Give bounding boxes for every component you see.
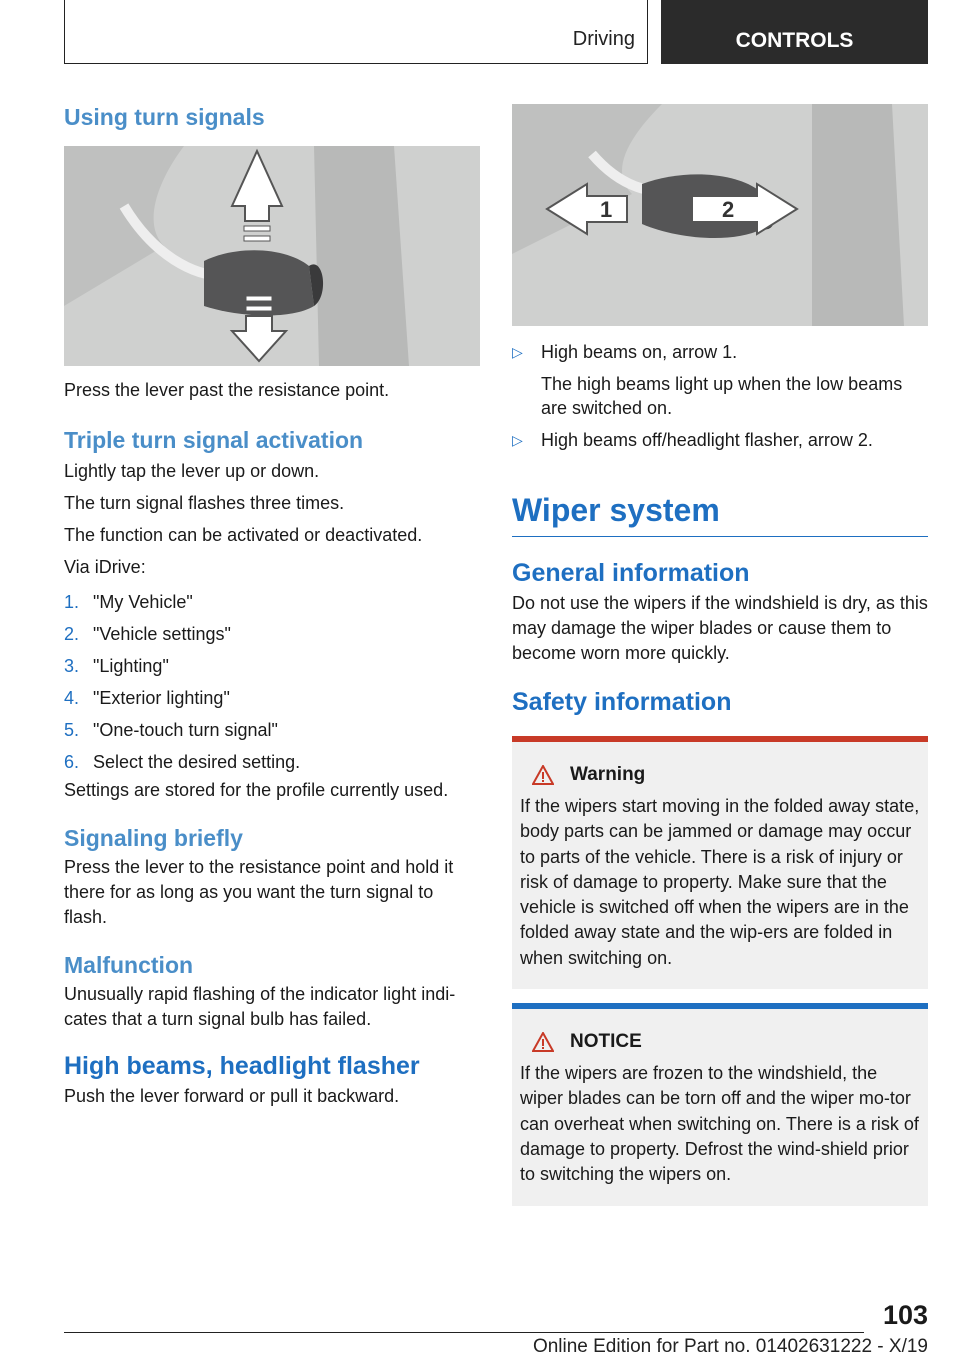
paragraph-general: Do not use the wipers if the windshield is dry, as this may damage the wiper blades or cause them to become worn more quickly. xyxy=(512,593,928,663)
paragraph-tap: Lightly tap the lever up or down. xyxy=(64,461,320,481)
paragraph-function: The function can be activated or deactivated. xyxy=(64,525,423,545)
right-column xyxy=(512,104,928,1206)
arrow-2-label: 2 xyxy=(722,197,735,222)
warning-box xyxy=(512,736,928,989)
header-box xyxy=(64,0,648,64)
heading-high-beams: High beams, headlight flasher xyxy=(64,1052,420,1080)
paragraph-via-idrive: Via iDrive: xyxy=(64,557,146,577)
paragraph-high-beams: Push the lever forward or pull it backward. xyxy=(64,1086,400,1106)
heading-malfunction: Malfunction xyxy=(64,952,194,978)
heading-safety-information: Safety information xyxy=(512,688,732,716)
paragraph-settings-stored: Settings are stored for the profile currently used. xyxy=(64,780,449,800)
notice-title: NOTICE xyxy=(532,1031,920,1053)
list-item: 4. "Exterior lighting" xyxy=(64,688,230,708)
warning-title: Warning xyxy=(532,764,920,786)
page-number: 103 xyxy=(882,1300,928,1330)
list-item: 2. "Vehicle settings" xyxy=(64,624,231,644)
list-item: 5. "One-touch turn signal" xyxy=(64,720,278,740)
chapter-tab xyxy=(661,0,928,64)
heading-signaling-briefly: Signaling briefly xyxy=(64,825,243,851)
bullet-subtext: The high beams light up when the low beams are switched on. xyxy=(541,374,903,418)
figure-turn-signal-lever xyxy=(64,146,480,366)
triangle-bullet-icon: ▷ xyxy=(512,432,523,448)
paragraph-signaling: Press the lever to the resistance point and hold it there for as long as you want the turn signal to flash. xyxy=(64,857,454,927)
turn-signal-illustration xyxy=(64,146,480,366)
high-beam-bullets xyxy=(512,338,928,454)
notice-box xyxy=(512,1003,928,1205)
high-beam-illustration xyxy=(512,104,928,326)
list-item: ▷ High beams on, arrow 1. The high beams light up when the low beams are switched on. xyxy=(512,338,928,420)
section-label: Driving xyxy=(572,28,635,50)
triangle-bullet-icon: ▷ xyxy=(512,344,523,360)
list-item: 6. Select the desired setting. xyxy=(64,752,301,772)
idrive-steps-list xyxy=(64,586,480,778)
list-item: ▷ High beams off/headlight flasher, arrow 2. xyxy=(512,426,928,454)
heading-wiper-system: Wiper system xyxy=(512,488,928,537)
warning-triangle-icon xyxy=(532,765,554,785)
paragraph-malfunction: Unusually rapid flashing of the indicator light indi‐cates that a turn signal bulb has failed. xyxy=(64,984,456,1029)
list-item: 3. "Lighting" xyxy=(64,656,169,676)
heading-triple-turn-signal: Triple turn signal activation xyxy=(64,427,364,453)
arrow-1-label: 1 xyxy=(600,197,613,222)
chapter-label: CONTROLS xyxy=(735,29,854,52)
paragraph-flashes: The turn signal flashes three times. xyxy=(64,493,345,513)
footer-divider xyxy=(64,1332,864,1333)
warning-text: If the wipers start moving in the folded away state, body parts can be jammed or damage may occur to parts of the vehicle. There is a risk of injury or risk of damage to property. Make sure that the vehicle is switched off when the wipers are in the folded away state and the wip‐ers are folded in when switching on. xyxy=(520,796,920,968)
list-item: 1. "My Vehicle" xyxy=(64,592,193,612)
footer-edition: Online Edition for Part no. 01402631222 - X/19 xyxy=(532,1336,928,1357)
figure-high-beam-lever xyxy=(512,104,928,326)
left-column xyxy=(64,100,480,1109)
notice-text: If the wipers are frozen to the windshield, the wiper blades can be torn off and the wiper mo‐tor can overheat when switching on. There is a risk of damage to property. Defrost the wind‐shield prior to switching the wipers on. xyxy=(520,1063,919,1185)
warning-triangle-icon xyxy=(532,1032,554,1052)
heading-general-information: General information xyxy=(512,559,750,587)
heading-using-turn-signals: Using turn signals xyxy=(64,104,265,130)
paragraph-press-past: Press the lever past the resistance point. xyxy=(64,380,390,400)
